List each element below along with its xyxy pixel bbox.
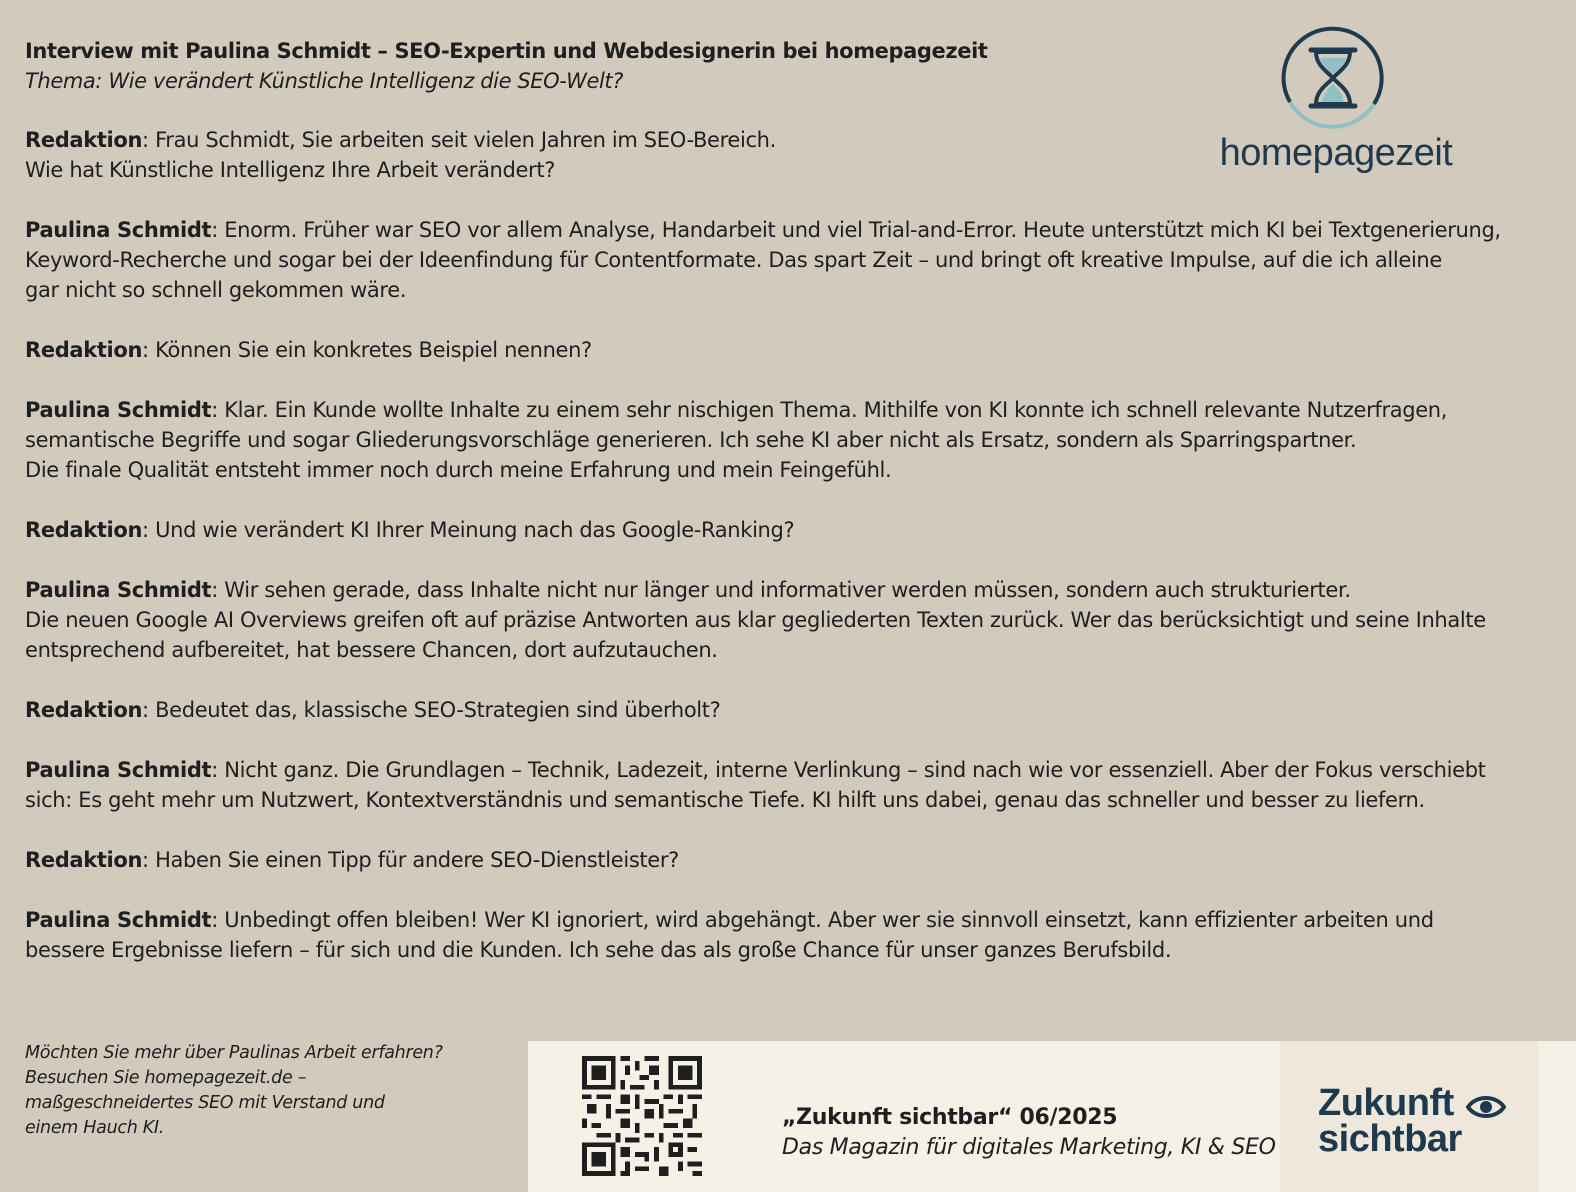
speaker-name: Paulina Schmidt [25, 758, 212, 782]
magazine-issue [782, 1103, 1276, 1163]
magazine-banner [528, 1041, 1576, 1192]
speaker-name: Redaktion [25, 338, 143, 362]
speaker-name: Paulina Schmidt [25, 578, 212, 602]
qa-text: : Und wie verändert KI Ihrer Meinung nach das Google-Ranking? [142, 518, 795, 542]
qr-code-icon[interactable] [582, 1055, 702, 1177]
qa-entry [25, 755, 1550, 815]
qa-entry [25, 335, 1550, 365]
qa-entry [25, 845, 1550, 875]
speaker-name: Redaktion [25, 698, 143, 722]
brand-wordmark [1318, 1082, 1462, 1160]
qa-text: : Klar. Ein Kunde wollte Inhalte zu einem sehr nischigen Thema. Mithilfe von KI konnte ich schnell relevante Nutzerfragen, semantische Begriffe und sogar Gliederungsvorschläge generieren. Ich sehe KI aber nicht als Ersatz, sondern als Sparringspartner. Die finale Qualität entsteht immer noch durch meine Erfahrung und mein Feingefühl. [25, 398, 1448, 482]
speaker-name: Paulina Schmidt [25, 908, 212, 932]
logo-text: homepagezeit [1219, 132, 1453, 174]
magazine-title: „Zukunft sichtbar“ 06/2025 [782, 1105, 1118, 1130]
interview [25, 125, 1550, 995]
qa-text: : Frau Schmidt, Sie arbeiten seit vielen Jahren im SEO-Bereich. Wie hat Künstliche Intelligenz Ihre Arbeit verändert? [25, 128, 776, 182]
qa-text: : Enorm. Früher war SEO vor allem Analyse, Handarbeit und viel Trial-and-Error. Heute unterstützt mich KI bei Textgenerierung, Keyword-Recherche und sogar bei der Ideenfindung für Contentformate. Das spart Zeit – und bringt oft kreative Impulse, auf die ich alleine gar nicht so schnell gekommen wäre. [25, 218, 1501, 302]
eye-icon [1466, 1093, 1506, 1121]
brand-line-2: sichtbar [1318, 1118, 1462, 1160]
qa-text: : Bedeutet das, klassische SEO-Strategien sind überholt? [142, 698, 721, 722]
hourglass-icon [1278, 24, 1388, 132]
speaker-name: Redaktion [25, 518, 143, 542]
speaker-name: Paulina Schmidt [25, 218, 212, 242]
brand-line-1: Zukunft [1318, 1082, 1454, 1124]
page-title: Interview mit Paulina Schmidt – SEO-Expertin und Webdesignerin bei homepagezeit [25, 39, 988, 63]
qa-text: : Haben Sie einen Tipp für andere SEO-Dienstleister? [142, 848, 679, 872]
zukunft-sichtbar-logo [1280, 1041, 1538, 1192]
qa-text: : Nicht ganz. Die Grundlagen – Technik, Ladezeit, interne Verlinkung – sind nach wie vor essenziell. Aber der Fokus verschiebt sich: Es geht mehr um Nutzwert, Kontextverständnis und semantische Tiefe. KI hilft uns dabei, genau das schneller und besser zu liefern. [25, 758, 1486, 812]
page-subtitle: Thema: Wie verändert Künstliche Intelligenz die SEO-Welt? [25, 69, 624, 93]
qa-text: : Können Sie ein konkretes Beispiel nennen? [142, 338, 592, 362]
qa-entry [25, 395, 1550, 485]
speaker-name: Redaktion [25, 128, 143, 152]
speaker-name: Redaktion [25, 848, 143, 872]
qa-entry [25, 695, 1550, 725]
qa-entry [25, 125, 1550, 185]
magazine-subtitle: Das Magazin für digitales Marketing, KI & SEO [782, 1135, 1276, 1160]
footer-note: Möchten Sie mehr über Paulinas Arbeit erfahren? Besuchen Sie homepagezeit.de – maßgeschneidertes SEO mit Verstand und einem Hauch KI. [25, 1043, 443, 1138]
speaker-name: Paulina Schmidt [25, 398, 212, 422]
qa-text: : Wir sehen gerade, dass Inhalte nicht nur länger und informativer werden müssen, sondern auch strukturierter. Die neuen Google AI Overviews greifen oft auf präzise Antworten aus klar gegliederten Texten zurück. Wer das berücksichtigt und seine Inhalte entsprechend aufbereitet, hat bessere Chancen, dort aufzutauchen. [25, 578, 1486, 662]
qa-entry [25, 905, 1550, 965]
qa-entry [25, 575, 1550, 665]
qa-entry [25, 515, 1550, 545]
qa-entry [25, 215, 1550, 305]
header [25, 36, 1125, 96]
qa-text: : Unbedingt offen bleiben! Wer KI ignoriert, wird abgehängt. Aber wer sie sinnvoll einsetzt, kann effizienter arbeiten und bessere Ergebnisse liefern – für sich und die Kunden. Ich sehe das als große Chance für unser ganzes Berufsbild. [25, 908, 1434, 962]
